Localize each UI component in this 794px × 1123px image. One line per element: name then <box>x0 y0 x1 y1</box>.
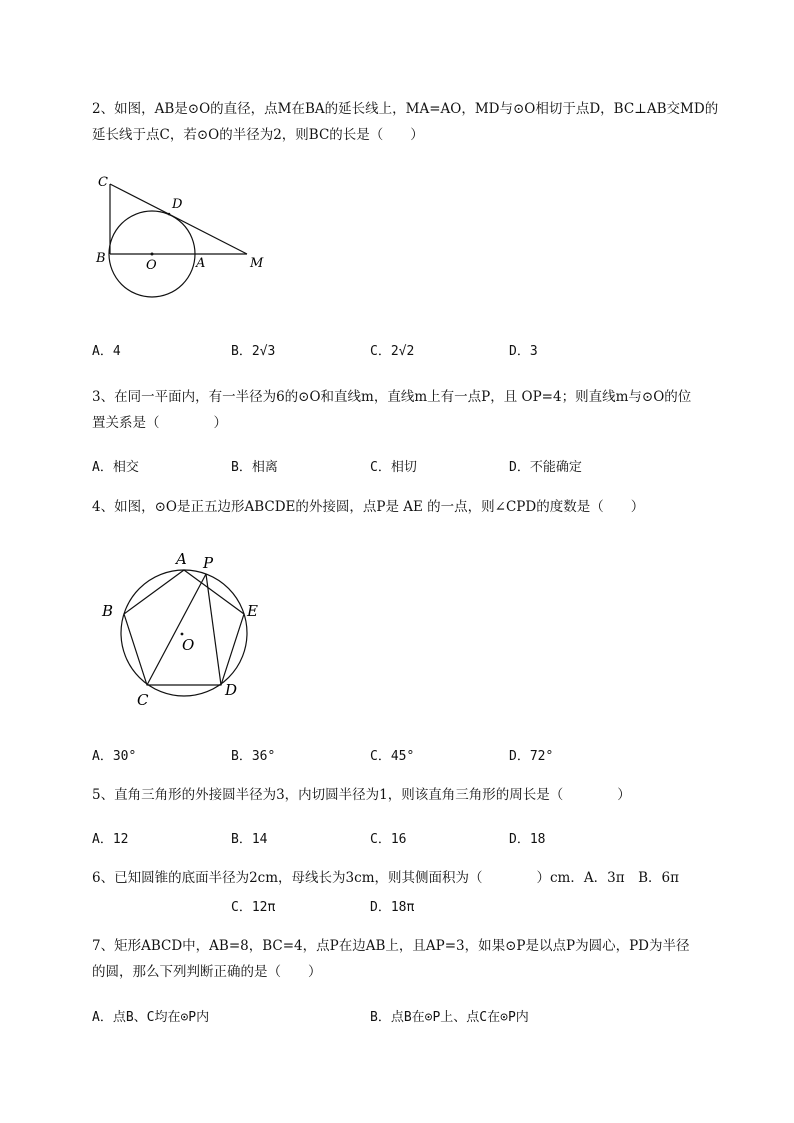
q4-label-a: A <box>176 550 187 568</box>
q4-label-d: D <box>225 681 238 699</box>
q2-line-cm <box>110 184 247 254</box>
q2-label-d: D <box>172 197 183 212</box>
q2-option-b[interactable]: B．2√3 <box>231 344 276 359</box>
q5-option-a[interactable]: A．12 <box>92 832 129 847</box>
q4-option-c[interactable]: C．45° <box>370 749 415 764</box>
q2-text-line1: 2、如图，AB是⊙O的直径，点M在BA的延长线上，MA=AO，MD与⊙O相切于点D，BC⊥AB交MD的 <box>92 101 719 117</box>
q2-option-d[interactable]: D．3 <box>509 344 538 359</box>
q7-text-line2: 的圆，那么下列判断正确的是（ ） <box>92 964 322 980</box>
q3-option-d[interactable]: D．不能确定 <box>509 460 582 475</box>
q4-option-b[interactable]: B．36° <box>231 749 276 764</box>
q4-label-b: B <box>102 602 114 620</box>
q4-figure <box>96 544 266 714</box>
q7-option-a[interactable]: A．点B、C均在⊙P内 <box>92 1010 210 1025</box>
q6-option-c[interactable]: C．12π <box>231 900 276 915</box>
q5-text-line1: 5、直角三角形的外接圆半径为3，内切圆半径为1，则该直角三角形的周长是（ ） <box>92 787 631 803</box>
q4-option-d[interactable]: D．72° <box>509 749 554 764</box>
q2-label-m: M <box>250 256 264 271</box>
q2-label-c: C <box>98 175 108 190</box>
q4-pentagon <box>124 570 244 685</box>
q4-label-p: P <box>203 554 214 572</box>
q6-text-line1: 6、已知圆锥的底面半径为2cm，母线长为3cm，则其侧面积为（ ）cm．A．3π B．6π <box>92 870 679 886</box>
q3-text-line2: 置关系是（ ） <box>92 415 227 431</box>
q3-option-b[interactable]: B．相离 <box>231 460 278 475</box>
q6-option-d[interactable]: D．18π <box>370 900 415 915</box>
q4-label-c: C <box>137 691 149 709</box>
q3-option-a[interactable]: A．相交 <box>92 460 139 475</box>
q2-figure <box>88 168 278 308</box>
q3-option-c[interactable]: C．相切 <box>370 460 417 475</box>
q4-circumcircle <box>121 570 247 696</box>
q4-text-line1: 4、如图，⊙O是正五边形ABCDE的外接圆，点P是 AE 的一点，则∠CPD的度数是（ ） <box>92 499 645 515</box>
q2-label-o: O <box>146 258 157 273</box>
q5-option-b[interactable]: B．14 <box>231 832 268 847</box>
q2-label-a: A <box>196 256 206 271</box>
q5-option-d[interactable]: D．18 <box>509 832 546 847</box>
q4-option-a[interactable]: A．30° <box>92 749 137 764</box>
q4-label-e: E <box>247 602 258 620</box>
q4-label-o: O <box>182 636 195 654</box>
q4-line-pd <box>206 574 221 685</box>
q2-option-a[interactable]: A．4 <box>92 344 121 359</box>
q2-option-c[interactable]: C．2√2 <box>370 344 415 359</box>
q2-tangent-dot <box>168 213 171 216</box>
q2-center-dot <box>151 253 154 256</box>
q7-text-line1: 7、矩形ABCD中，AB=8，BC=4，点P在边AB上，且AP=3，如果⊙P是以点P为圆心，PD为半径 <box>92 938 690 954</box>
q2-text-line2: 延长线于点C，若⊙O的半径为2，则BC的长是（ ） <box>92 127 424 143</box>
q4-center-dot <box>181 633 184 636</box>
q3-text-line1: 3、在同一平面内，有一半径为6的⊙O和直线m，直线m上有一点P，且 OP=4；则直线m与⊙O的位 <box>92 389 692 405</box>
q5-option-c[interactable]: C．16 <box>370 832 407 847</box>
q7-option-b[interactable]: B．点B在⊙P上、点C在⊙P内 <box>370 1010 529 1025</box>
q2-label-b: B <box>96 251 106 266</box>
